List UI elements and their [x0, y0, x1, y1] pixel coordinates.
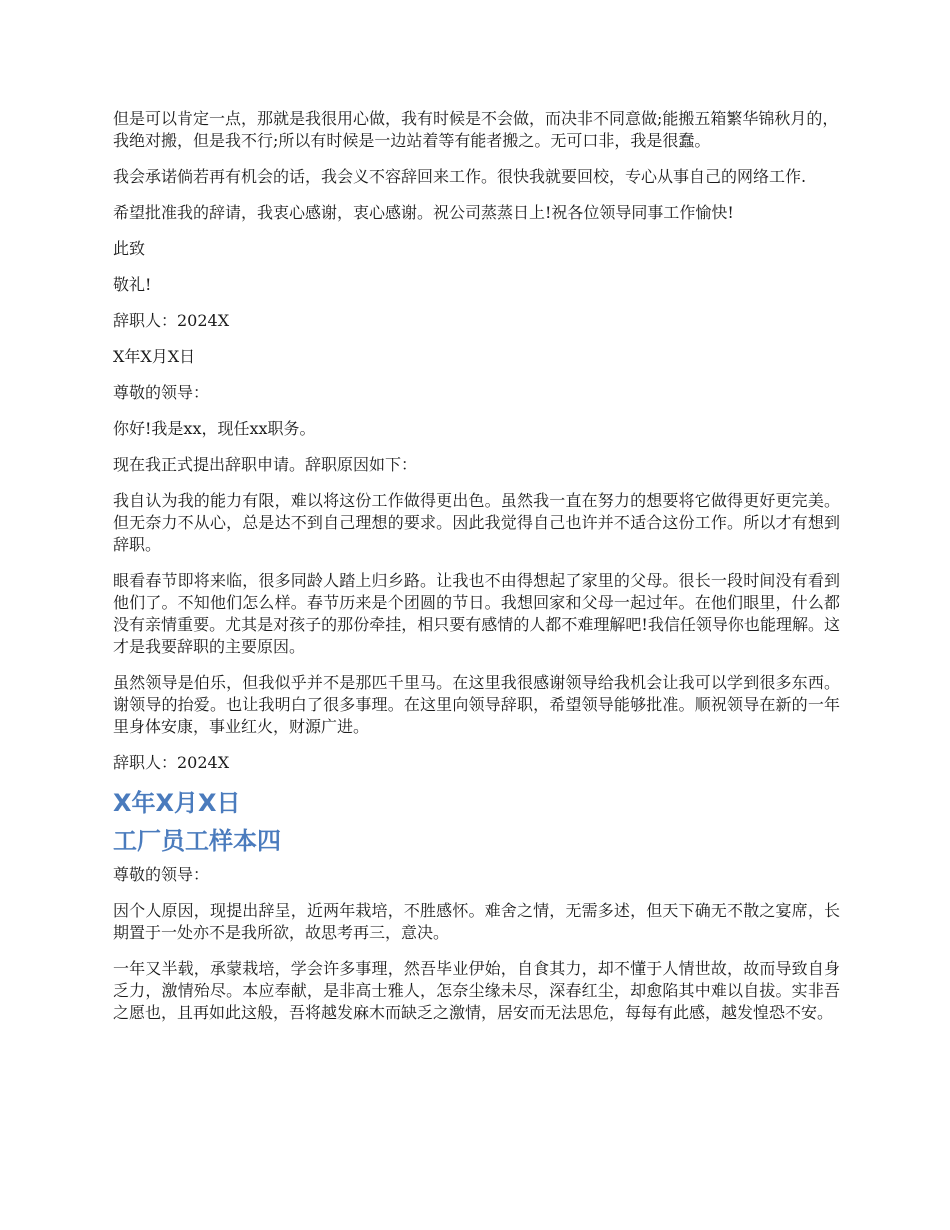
section-heading: 工厂员工样本四	[113, 827, 281, 855]
date-heading: X年X月X日	[113, 789, 241, 817]
date-line: X年X月X日	[113, 347, 196, 366]
paragraph: 眼看春节即将来临，很多同龄人踏上归乡路。让我也不由得想起了家里的父母。很长一段时间没有看到他们了。不知他们怎么样。春节历来是个团圆的节日。我想回家和父母一起过年。在他们眼里，什么都没有亲情重要。尤其是对孩子的那份牵挂，相只要有感情的人都不难理解吧!我信任领导你也能理解。这才是我要辞职的主要原因。	[113, 571, 840, 656]
signature-line: 辞职人：2024X	[113, 753, 230, 772]
paragraph: 你好!我是xx，现任xx职务。	[113, 419, 316, 438]
document-page	[113, 108, 840, 1038]
paragraph: 现在我正式提出辞职申请。辞职原因如下：	[113, 455, 418, 474]
paragraph: 一年又半载，承蒙栽培，学会许多事理，然吾毕业伊始，自食其力，却不懂于人情世故，故而导致自身乏力，激情殆尽。本应奉献，是非高士雅人，怎奈尘缘未尽，深春红尘，却愈陷其中难以自拔。实非吾之愿也，且再如此这般，吾将越发麻木而缺乏之激情，居安而无法思危，每每有此感，越发惶恐不安。	[113, 959, 840, 1022]
salutation: 尊敬的领导：	[113, 383, 210, 402]
closing-line: 此致	[113, 239, 146, 258]
paragraph: 我会承诺倘若再有机会的话，我会义不容辞回来工作。很快我就要回校，专心从事自己的网络工作.	[113, 167, 807, 186]
paragraph: 虽然领导是伯乐，但我似乎并不是那匹千里马。在这里我很感谢领导给我机会让我可以学到很多东西。谢领导的抬爱。也让我明白了很多事理。在这里向领导辞职，希望领导能够批准。顺祝领导在新的一年里身体安康，事业红火，财源广进。	[113, 673, 840, 736]
paragraph: 我自认为我的能力有限，难以将这份工作做得更出色。虽然我一直在努力的想要将它做得更好更完美。但无奈力不从心，总是达不到自己理想的要求。因此我觉得自己也许并不适合这份工作。所以才有想到辞职。	[113, 491, 840, 554]
paragraph: 但是可以肯定一点，那就是我很用心做，我有时候是不会做，而决非不同意做;能搬五箱繁华锦秋月的，我绝对搬，但是我不行;所以有时候是一边站着等有能者搬之。无可口非，我是很蠢。	[113, 109, 839, 150]
paragraph: 希望批准我的辞请，我衷心感谢，衷心感谢。祝公司蒸蒸日上!祝各位领导同事工作愉快!	[113, 203, 734, 222]
signature-line: 辞职人：2024X	[113, 311, 230, 330]
paragraph: 因个人原因，现提出辞呈，近两年栽培，不胜感怀。难舍之情，无需多述，但天下确无不散之宴席，长期置于一处亦不是我所欲，故思考再三，意决。	[113, 901, 840, 942]
closing-line: 敬礼!	[113, 275, 152, 294]
salutation: 尊敬的领导：	[113, 865, 210, 884]
